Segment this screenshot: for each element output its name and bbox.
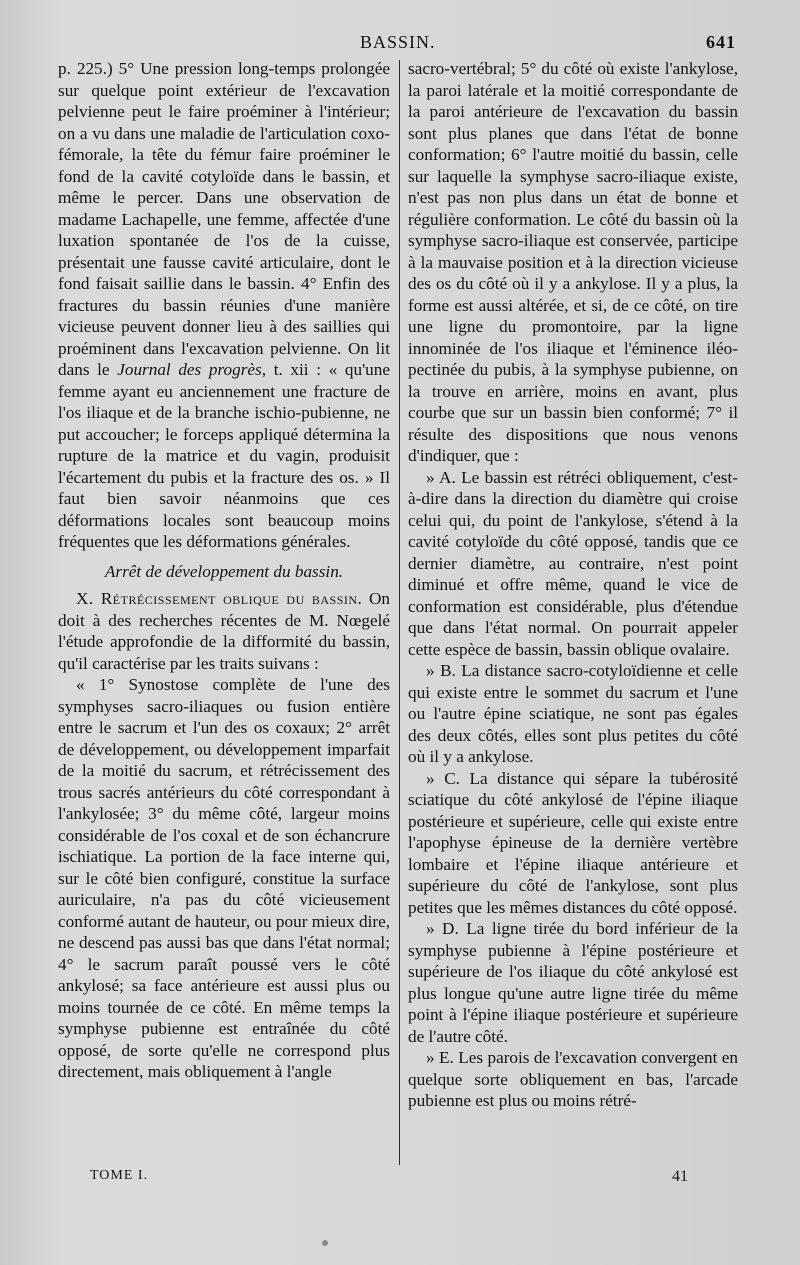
journal-title: Journal des progrès — [117, 360, 262, 379]
page-footer — [0, 1168, 800, 1190]
page-number: 641 — [706, 32, 736, 52]
section-x-text: On doit à des recherches récentes de M. Nœgelé l'étude approfondie de la difformité du bassin, qu'il caractérise par les traits suivans : — [58, 589, 390, 673]
left-paragraph-continuation — [58, 58, 390, 553]
item-c-paragraph: » C. La distance qui sépare la tubérosité sciatique du côté ankylosé de l'épine iliaque postérieure et supérieure, celle qui existe entre l'apophyse épineuse de la dernière vertèbre lombaire et l'épine iliaque antérieure et supérieure du côté de l'ankylose, sont plus petites que les mêmes distances du côté opposé. — [408, 768, 738, 917]
section-heading: Arrêt de développement du bassin. — [104, 561, 344, 581]
quote-paragraph-1: « 1° Synostose complète de l'une des symphyses sacro-iliaques ou fusion entière entre le sacrum et l'un des os coxaux; 2° arrêt de développement, ou développement imparfait de la moitié du sacrum, et rétrécissement des trous sacrés antérieurs du côté correspondant à l'ankylosée; 3° du même côté, largeur moins considérable de l'os coxal et de son échancrure ischiatique. La portion de la face interne qui, sur le côté bien configuré, constitue la surface auriculaire, n'a pas du côté vicieusement conformé autant de hauteur, ou pour mieux dire, ne descend pas aussi bas que dans l'état normal; 4° le sacrum paraît poussé vers le côté ankylosé; sa face antérieure est aussi plus ou moins tournée de ce côté. En même temps la symphyse pubienne est entraînée du côté opposé, de sorte qu'elle ne correspond plus directement, mais obliquement à l'angle — [58, 675, 390, 1081]
running-title: BASSIN. — [360, 32, 436, 52]
running-head — [0, 32, 800, 56]
ink-speck — [322, 1240, 328, 1246]
column-divider — [399, 60, 400, 1165]
item-b-paragraph: » B. La distance sacro-cotyloïdienne et celle qui existe entre le sommet du sacrum et l'une ou l'autre épine sciatique, ne sont pas égales des deux côtés, elles sont plus petites du côté où il y a ankylose. — [408, 661, 738, 766]
left-column — [58, 58, 390, 1083]
item-a-paragraph: » A. Le bassin est rétréci obliquement, c'est-à-dire dans la direction du diamètre qui croise celui qui, du point de l'ankylose, s'étend à la cavité cotyloïde du côté opposé, tandis que ce dernier diamètre, au contraire, n'est point diminué et offre même, quand le vice de conformation est considérable, plus d'étendue que dans l'état normal. On pourrait appeler cette espèce de bassin, bassin oblique ovalaire. — [408, 467, 738, 659]
item-e-paragraph: » E. Les parois de l'excavation convergent en quelque sorte obliquement en bas, l'arcade pubienne est plus ou moins rétré- — [408, 1048, 738, 1110]
left-text-1: p. 225.) 5° Une pression long-temps prolongée sur quelque point extérieur de l'excavation pelvienne peut le faire proéminer à l'intérieur; on a vu dans une maladie de l'articulation coxo-fémorale, la tête du fémur faire proéminer le fond de la cavité cotyloïde dans le bassin, et même le percer. Dans une observation de madame Lachapelle, une femme, affectée d'une luxation spontanée de l'os de la cuisse, présentait une fausse cavité articulaire, dont le fond faisait saillie dans le bassin. 4° Enfin des fractures du bassin réunies d'une manière vicieuse peuvent donner lieu à des saillies qui proéminent dans l'excavation pelvienne. On lit dans le — [58, 59, 390, 379]
signature-mark: 41 — [672, 1168, 688, 1185]
volume-label: TOME I. — [90, 1168, 149, 1183]
right-column — [408, 58, 738, 1112]
right-paragraph-continuation: sacro-vertébral; 5° du côté où existe l'ankylose, la paroi latérale et la moitié correspondante de la paroi antérieure de l'excavation du bassin sont plus planes que dans l'état de bonne conformation; 6° l'autre moitié du bassin, celle sur laquelle la symphyse sacro-iliaque existe, n'est pas non plus dans un état de bonne et régulière conformation. Le côté du bassin où la symphyse sacro-iliaque est conservée, participe à la mauvaise position et à la direction vicieuse des os du côté où il y a ankylose. Il y a plus, la forme est aussi altérée, et si, de ce côté, on tire une ligne du promontoire, par la ligne innominée de l'os iliaque et l'éminence iléo-pectinée du pubis, à la symphyse pubienne, on la trouve en arrière, moins en avant, plus courbe que sur un bassin bien conformé; 7° il résulte des dispositions que nous venons d'indiquer, que : — [408, 59, 738, 465]
section-x-paragraph — [58, 588, 390, 674]
left-text-1-cont: , t. xii : « qu'une femme ayant eu anciennement une fracture de l'os iliaque et de la branche ischio-pubienne, ne put accoucher; le forceps appliqué détermina la rupture de la matrice et du vagin, produisit l'écartement du pubis et la fracture des os. » Il faut bien savoir néanmoins que ces déformations locales sont beaucoup moins fréquentes que les déformations générales. — [58, 360, 390, 551]
item-d-paragraph: » D. La ligne tirée du bord inférieur de la symphyse pubienne à l'épine postérieure et supérieure de l'os iliaque du côté ankylosé est plus longue qu'une autre ligne tirée du même point à l'épine iliaque postérieure et supérieure de l'autre côté. — [408, 919, 738, 1046]
section-x-label: X. Rétrécissement oblique du bassin. — [76, 589, 363, 608]
